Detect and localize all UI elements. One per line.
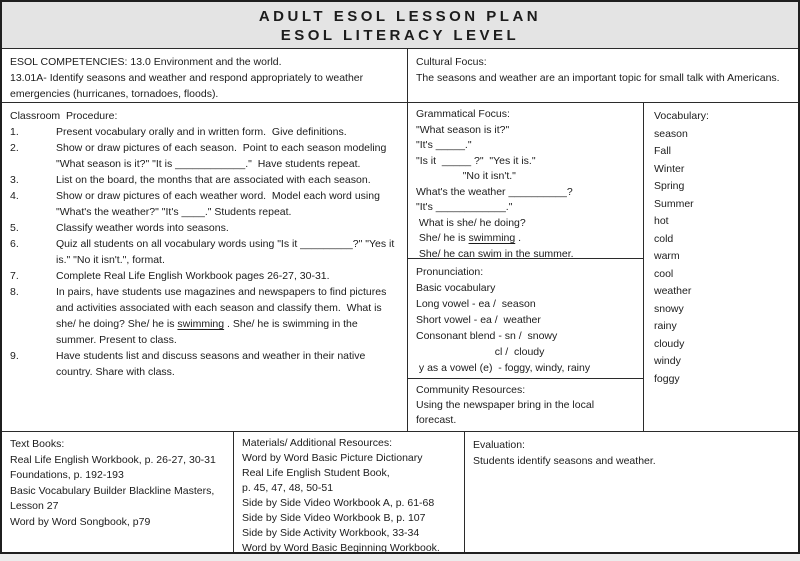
procedure-step-number: 7.	[10, 270, 19, 282]
community-resources-cell	[408, 379, 643, 431]
cultural-focus-cell	[408, 49, 798, 102]
grammatical-focus-line: "No it isn't."	[416, 170, 516, 182]
pronunciation-line: Basic vocabulary	[416, 282, 496, 294]
pronunciation-line: y as a vowel (e) - foggy, windy, rainy	[416, 362, 591, 374]
procedure-step-text: Show or draw pictures of each season. Point to each season modeling "What season is it?" "It is ____________." Have students repeat.	[56, 142, 390, 170]
materials-line: Side by Side Activity Workbook, 33-34	[242, 527, 420, 539]
document-header	[2, 2, 798, 49]
esol-competencies-line: 13.01A- Identify seasons and weather and respond appropriately to weather emergencies (hurricanes, tornadoes, floods).	[10, 72, 367, 100]
grammatical-focus-cell	[408, 103, 643, 259]
materials-lines	[242, 451, 456, 554]
procedure-step	[10, 124, 399, 140]
grammatical-focus-line: She/ he can swim in the summer.	[416, 247, 574, 259]
cultural-focus-text: The seasons and weather are an important topic for small talk with Americans.	[416, 72, 780, 84]
procedure-step-text: Present vocabulary orally and in written form. Give definitions.	[56, 126, 347, 138]
text-books-line: Basic Vocabulary Builder Blackline Masters,	[10, 484, 215, 497]
procedure-step	[10, 220, 399, 236]
vocabulary-word: cold	[654, 232, 674, 245]
procedure-step-text: Classify weather words into seasons.	[56, 222, 229, 234]
pronunciation-line: Consonant blend - sn / snowy	[416, 330, 558, 342]
vocabulary-cell	[644, 103, 798, 431]
grammatical-focus-line: "It's _____."	[416, 139, 472, 151]
document-title-line1: ADULT ESOL LESSON PLAN	[258, 8, 542, 25]
esol-competencies-cell	[2, 49, 408, 102]
vocabulary-word: foggy	[654, 372, 680, 385]
vocabulary-word: hot	[654, 215, 669, 227]
community-resources-text: Using the newspaper bring in the local forecast.	[416, 399, 597, 426]
text-books-cell	[2, 432, 234, 554]
procedure-step	[10, 140, 399, 172]
grammatical-focus-label: Grammatical Focus:	[416, 108, 510, 120]
procedure-step-text: Have students list and discuss seasons and weather in their native country. Share with class.	[56, 350, 369, 378]
classroom-procedure-cell	[2, 103, 408, 431]
text-books-line: Foundations, p. 192-193	[10, 469, 124, 481]
esol-competencies-line: ESOL COMPETENCIES: 13.0 Environment and the world.	[10, 56, 282, 68]
procedure-step	[10, 284, 399, 348]
grammatical-focus-line: "What season is it?"	[416, 123, 510, 136]
evaluation-label: Evaluation:	[473, 439, 525, 451]
vocabulary-word: weather	[654, 285, 692, 297]
cultural-focus-label: Cultural Focus:	[416, 56, 487, 68]
pronunciation-line: Long vowel - ea / season	[416, 298, 536, 310]
procedure-step	[10, 236, 399, 268]
procedure-step-text: Quiz all students on all vocabulary words using "Is it _________?" "Yes it is." "No it isn't.", format.	[56, 238, 398, 266]
materials-line: Side by Side Video Workbook A, p. 61-68	[242, 497, 435, 509]
text-books-lines	[10, 453, 225, 531]
bottom-row	[2, 432, 798, 554]
procedure-step-text: List on the board, the months that are associated with each season.	[56, 174, 371, 186]
procedure-step-number: 8.	[10, 286, 19, 298]
materials-cell	[234, 432, 465, 554]
grammatical-focus-line: What's the weather __________?	[416, 185, 573, 198]
evaluation-cell	[465, 432, 798, 554]
materials-line: Word by Word Basic Picture Dictionary	[242, 452, 423, 464]
vocabulary-word: snowy	[654, 302, 684, 315]
classroom-procedure-label: Classroom Procedure:	[10, 110, 118, 122]
pronunciation-label: Pronunciation:	[416, 266, 484, 278]
materials-line: Word by Word Basic Beginning Workbook.	[242, 542, 440, 554]
text-books-line: Real Life English Workbook, p. 26-27, 30-31	[10, 453, 216, 466]
vocabulary-label: Vocabulary:	[654, 110, 709, 122]
vocabulary-word: warm	[654, 250, 680, 262]
pronunciation-line: Short vowel - ea / weather	[416, 314, 541, 326]
procedure-step-number: 4.	[10, 190, 19, 202]
text-books-line: Word by Word Songbook, p79	[10, 515, 151, 528]
procedure-step-number: 6.	[10, 238, 19, 250]
procedure-step-number: 5.	[10, 222, 19, 234]
vocabulary-word: rainy	[654, 320, 677, 332]
vocabulary-list	[652, 126, 790, 389]
procedure-step-text: Complete Real Life English Workbook pages 26-27, 30-31.	[56, 270, 330, 282]
middle-column	[408, 103, 644, 431]
document-title-line2: ESOL LITERACY LEVEL	[280, 27, 520, 44]
text-books-label: Text Books:	[10, 438, 65, 450]
grammatical-focus-line: "It's ____________."	[416, 201, 513, 213]
grammatical-focus-line: "Is it _____ ?" "Yes it is."	[416, 154, 536, 167]
pronunciation-line: cl / cloudy	[416, 346, 545, 358]
vocabulary-word: windy	[654, 355, 681, 367]
procedure-step	[10, 268, 399, 284]
vocabulary-word: Fall	[654, 145, 671, 157]
procedure-step-number: 2.	[10, 142, 19, 154]
materials-line: p. 45, 47, 48, 50-51	[242, 482, 334, 494]
procedure-step	[10, 172, 399, 188]
competencies-row	[2, 49, 798, 103]
materials-line: Side by Side Video Workbook B, p. 107	[242, 512, 426, 524]
vocabulary-word: cloudy	[654, 337, 685, 350]
text-books-line: Lesson 27	[10, 500, 59, 512]
pronunciation-cell	[408, 259, 643, 379]
vocabulary-word: season	[654, 127, 688, 140]
procedure-step	[10, 348, 399, 380]
procedure-step-text: Show or draw pictures of each weather word. Model each word using "What's the weather?" "It's ____." Students repeat.	[56, 190, 383, 218]
pronunciation-lines	[416, 280, 635, 376]
materials-label: Materials/ Additional Resources:	[242, 437, 392, 449]
vocabulary-word: cool	[654, 267, 674, 280]
vocabulary-word: Summer	[654, 197, 694, 210]
procedure-step-text: In pairs, have students use magazines and newspapers to find pictures and activities associated with each season and classify them. What is she/ he doing? She/ he is swimming . She/ he is swimming in the summer. Present to class.	[56, 286, 390, 346]
procedure-step-number: 9.	[10, 350, 19, 362]
grammatical-focus-lines	[416, 123, 635, 260]
vocabulary-word: Spring	[654, 180, 685, 192]
evaluation-text: Students identify seasons and weather.	[473, 455, 656, 467]
procedure-step	[10, 188, 399, 220]
grammatical-focus-line: What is she/ he doing?	[416, 216, 526, 229]
community-resources-label: Community Resources:	[416, 384, 526, 396]
materials-line: Real Life English Student Book,	[242, 467, 390, 479]
vocabulary-word: Winter	[654, 162, 685, 175]
procedure-step-number: 3.	[10, 174, 19, 186]
classroom-procedure-list	[10, 124, 399, 380]
main-row	[2, 103, 798, 432]
procedure-step-number: 1.	[10, 126, 19, 138]
grammatical-focus-line: She/ he is swimming .	[416, 232, 522, 244]
